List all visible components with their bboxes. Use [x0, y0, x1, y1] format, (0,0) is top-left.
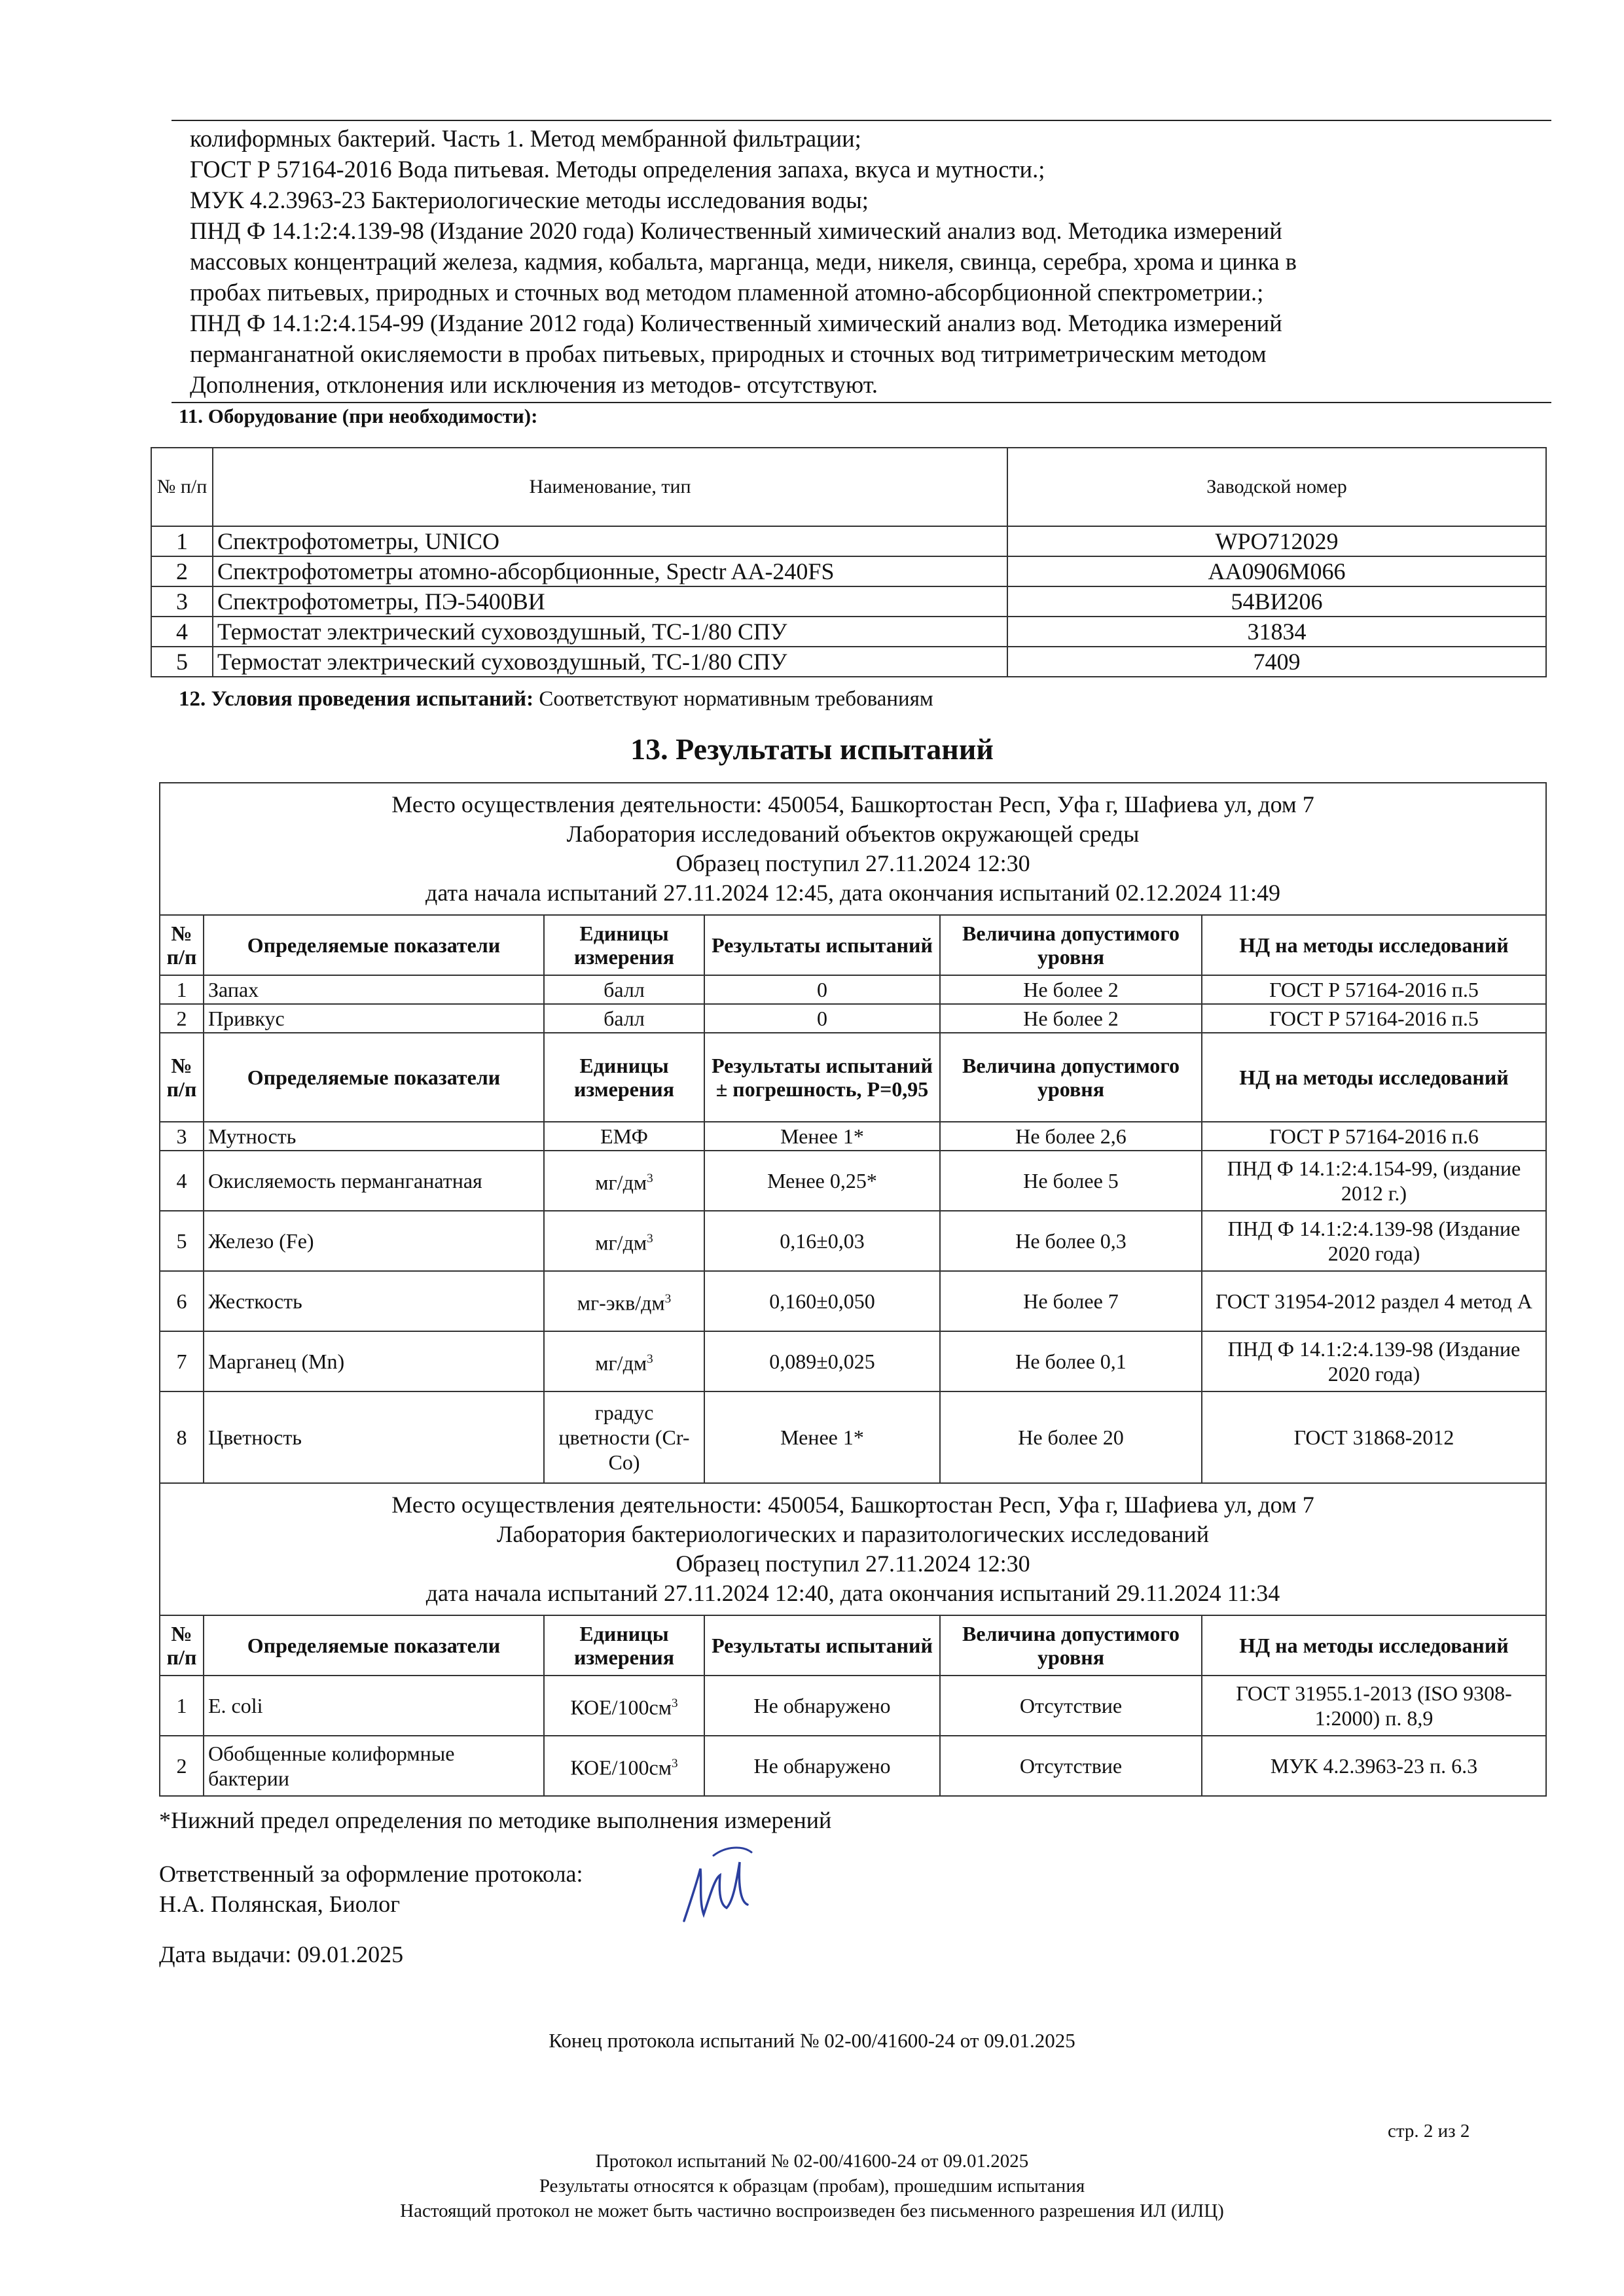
- page-number: стр. 2 из 2: [1388, 2121, 1470, 2142]
- conditions-line: [179, 687, 933, 711]
- results-table: [159, 782, 1547, 1797]
- footnote: *Нижний предел определения по методике выполнения измерений: [159, 1807, 832, 1833]
- conditions-value: Соответствуют нормативным требованиям: [539, 687, 933, 711]
- conditions-label: 12. Условия проведения испытаний:: [179, 687, 534, 711]
- footer-line: Результаты относятся к образцам (пробам), прошедшим испытания: [539, 2176, 1085, 2197]
- table-row: 8 Цветность градус цветности (Cr-Co) Менее 1* Не более 20 ГОСТ 31868-2012: [160, 1391, 1546, 1483]
- footer-line: Протокол испытаний № 02-00/41600-24 от 09.01.2025: [595, 2151, 1029, 2172]
- end-text: Конец протокола испытаний № 02-00/41600-24 от 09.01.2025: [549, 2029, 1075, 2052]
- method-line: ГОСТ Р 57164-2016 Вода питьевая. Методы определения запаха, вкуса и мутности.;: [190, 156, 1045, 183]
- method-line: ПНД Ф 14.1:2:4.139-98 (Издание 2020 года) Количественный химический анализ вод. Методика измерений: [190, 217, 1282, 244]
- table-row: 2 Привкус балл 0 Не более 2 ГОСТ Р 57164-2016 п.5: [160, 1004, 1546, 1033]
- table-row: 6 Жесткость $мг-экв/дм^3$ 0,160±0,050 Не более 7 ГОСТ 31954-2012 раздел 4 метод А: [160, 1271, 1546, 1331]
- table-row: 3 Мутность ЕМФ Менее 1* Не более 2,6 ГОСТ Р 57164-2016 п.6: [160, 1122, 1546, 1151]
- table-row: 5 Железо (Fe) $мг/дм^3$ 0,16±0,03 Не более 0,3 ПНД Ф 14.1:2:4.139-98 (Издание 2020 года): [160, 1211, 1546, 1271]
- method-line: Дополнения, отклонения или исключения из методов- отсутствуют.: [190, 371, 878, 398]
- method-line: ПНД Ф 14.1:2:4.154-99 (Издание 2012 года) Количественный химический анализ вод. Методика измерений: [190, 310, 1282, 336]
- equipment-table: [151, 447, 1547, 677]
- block2-header: № п/п Определяемые показатели Единицы измерения Результаты испытаний Величина допустимого уровня НД на методы исследований: [160, 1615, 1546, 1676]
- equip-header-serial: Заводской номер: [1007, 448, 1546, 526]
- table-row: 2 Обобщенные колиформные бактерии КОЕ/$100см^3$ Не обнаружено Отсутствие МУК 4.2.3963-23 п. 6.3: [160, 1736, 1546, 1796]
- block1-info: Место осуществления деятельности: 450054, Башкортостан Респ, Уфа г, Шафиева ул, дом 7 Лаборатория исследований объектов окружающей среды Образец поступил 27.11.2024 12:30 дата начала испытаний 27.11.2024 12:45, дата окончания испытаний 02.12.2024 11:49: [160, 783, 1546, 915]
- table-row: 4 Окисляемость перманганатная $мг/дм^3$ Менее 0,25* Не более 5 ПНД Ф 14.1:2:4.154-99, (издание 2012 г.): [160, 1151, 1546, 1211]
- responsible-label: Ответственный за оформление протокола:: [159, 1861, 583, 1887]
- method-line: колиформных бактерий. Часть 1. Метод мембранной фильтрации;: [190, 125, 861, 152]
- methods-bottom-rule: [171, 402, 1551, 403]
- signature-icon: [674, 1842, 759, 1941]
- responsible-name: Н.А. Полянская, Биолог: [159, 1891, 400, 1917]
- equip-header-name: Наименование, тип: [213, 448, 1007, 526]
- block1-header-a: № п/п Определяемые показатели Единицы измерения Результаты испытаний Величина допустимого уровня НД на методы исследований: [160, 915, 1546, 975]
- results-title: 13. Результаты испытаний: [630, 732, 994, 766]
- block1-header-b: № п/п Определяемые показатели Единицы измерения Результаты испытаний ± погрешность, P=0,95 Величина допустимого уровня НД на методы исследований: [160, 1033, 1546, 1122]
- issue-date: Дата выдачи: 09.01.2025: [159, 1941, 404, 1967]
- table-row: 1 Спектрофотометры, UNICO WPO712029: [151, 526, 1546, 556]
- method-line: массовых концентраций железа, кадмия, кобальта, марганца, меди, никеля, свинца, серебра, хрома и цинка в: [190, 248, 1297, 275]
- method-line: перманганатной окисляемости в пробах питьевых, природных и сточных вод титриметрическим методом: [190, 340, 1267, 367]
- method-line: МУК 4.2.3963-23 Бактериологические методы исследования воды;: [190, 187, 869, 213]
- table-row: 2 Спектрофотометры атомно-абсорбционные, Spectr AA-240FS AA0906M066: [151, 556, 1546, 586]
- top-rule: [171, 120, 1551, 121]
- table-row: 4 Термостат электрический суховоздушный, ТС-1/80 СПУ 31834: [151, 617, 1546, 647]
- methods-list: [190, 123, 1499, 400]
- table-row: 3 Спектрофотометры, ПЭ-5400ВИ 54ВИ206: [151, 586, 1546, 617]
- block2-info: Место осуществления деятельности: 450054, Башкортостан Респ, Уфа г, Шафиева ул, дом 7 Лаборатория бактериологических и паразитологических исследований Образец поступил 27.11.2024 12:30 дата начала испытаний 27.11.2024 12:40, дата окончания испытаний 29.11.2024 11:34: [160, 1483, 1546, 1615]
- table-row: 5 Термостат электрический суховоздушный, ТС-1/80 СПУ 7409: [151, 647, 1546, 677]
- equip-header-num: № п/п: [151, 448, 213, 526]
- equipment-title: 11. Оборудование (при необходимости):: [179, 404, 538, 427]
- footer-line: Настоящий протокол не может быть частично воспроизведен без письменного разрешения ИЛ (ИЛЦ): [400, 2200, 1224, 2221]
- table-row: 1 Запах балл 0 Не более 2 ГОСТ Р 57164-2016 п.5: [160, 975, 1546, 1004]
- table-row: 7 Марганец (Mn) $мг/дм^3$ 0,089±0,025 Не более 0,1 ПНД Ф 14.1:2:4.139-98 (Издание 2020 года): [160, 1331, 1546, 1391]
- method-line: пробах питьевых, природных и сточных вод методом пламенной атомно-абсорбционной спектрометрии.;: [190, 279, 1264, 306]
- table-row: 1 E. coli КОЕ/$100см^3$ Не обнаружено Отсутствие ГОСТ 31955.1-2013 (ISO 9308-1:2000) п. 8,9: [160, 1676, 1546, 1736]
